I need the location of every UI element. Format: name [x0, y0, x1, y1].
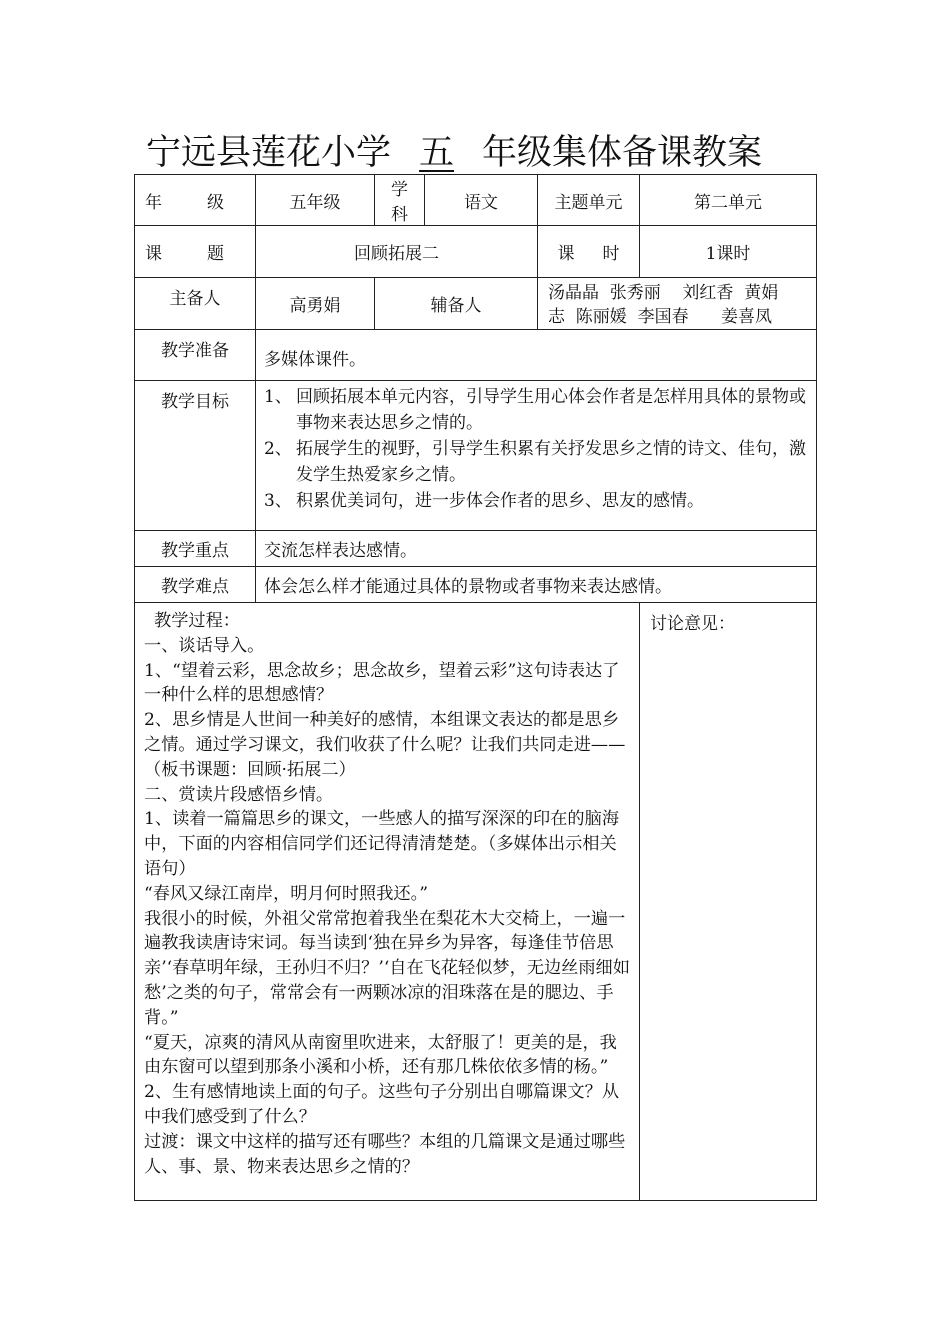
key-point-value: 交流怎样表达感情。: [256, 531, 817, 567]
assist-names: [538, 278, 817, 330]
subject-label: 学科: [375, 175, 425, 226]
subject-value: 语文: [425, 175, 538, 226]
process-line: “夏天，凉爽的清风从南窗里吹进来，太舒服了！更美的是，我由东窗可以望到那条小溪和小桥，还有那几株依依多情的杨。”: [144, 1032, 617, 1078]
process-line: 2、生有感情地读上面的句子。这些句子分别出自哪篇课文？从中我们感受到了什么？: [144, 1082, 620, 1127]
unit-value: 第二单元: [640, 175, 817, 226]
process-line: 二、赏读片段感悟乡情。: [144, 784, 334, 805]
goals-label: 教学目标: [135, 381, 256, 531]
difficulty-label: 教学难点: [135, 567, 256, 603]
difficulty-value: 体会怎么样才能通过具体的景物或者事物来表达感情。: [256, 567, 817, 603]
grade-value: 五年级: [256, 175, 375, 226]
discussion-label: 讨论意见：: [650, 614, 735, 634]
goal-item: 2、 拓展学生的视野，引导学生积累有关抒发思乡之情的诗文、佳句，激发学生热爱家乡之情。: [264, 439, 806, 485]
school-name: 宁远县莲花小学: [146, 133, 392, 173]
lead-label: 主备人: [135, 278, 256, 330]
lesson-plan-table: [134, 174, 817, 1201]
topic-value: 回顾拓展二: [256, 226, 538, 278]
process-line: 我很小的时候，外祖父常常抱着我坐在梨花木大交椅上，一遍一遍教我读唐诗宋词。每当读到‘独在异乡为异客，每逢佳节倍思亲’‘春草明年绿，王孙归不归？’‘自在飞花轻似梦，无边丝雨细如愁’之类的句子，常常会有一两颗冰凉的泪珠落在是的腮边、手背。”: [144, 908, 630, 1028]
teaching-process: [135, 603, 640, 1201]
process-line: “春风又绿江南岸，明月何时照我还。”: [144, 883, 428, 904]
prep-value: 多媒体课件。: [256, 330, 817, 381]
goals-list: [264, 384, 808, 514]
key-point-label: 教学重点: [135, 531, 256, 567]
lead-value: 高勇娟: [256, 278, 375, 330]
process-line: 过渡：课文中这样的描写还有哪些？本组的几篇课文是通过哪些人、事、景、物来表达思乡之情的？: [144, 1131, 626, 1177]
assist-names-line2: 志 陈丽媛 李国春 姜喜凤: [548, 307, 773, 327]
goals-list-cell: [256, 381, 817, 531]
process-line: 2、思乡情是人世间一种美好的感情，本组课文表达的都是思乡之情。通过学习课文，我们收获了什么呢？让我们共同走进——（板书课题：回顾·拓展二）: [144, 710, 626, 780]
process-line: 1、读着一篇篇思乡的课文，一些感人的描写深深的印在的脑海中，下面的内容相信同学们还记得清清楚楚。（多媒体出示相关语句）: [144, 809, 620, 879]
page-title: [146, 128, 846, 178]
title-suffix: 年级集体备课教案: [482, 133, 763, 173]
topic-label: 课 题: [135, 226, 256, 278]
prep-label: 教学准备: [135, 330, 256, 381]
goal-item: 3、 积累优美词句，进一步体会作者的思乡、思友的感情。: [264, 491, 704, 511]
assist-names-line1: 汤晶晶 张秀丽 刘红香 黄娟: [548, 283, 779, 303]
assist-label: 辅备人: [375, 278, 538, 330]
period-value: 1课时: [640, 226, 817, 278]
process-label: 教学过程：: [154, 611, 240, 631]
unit-label: 主题单元: [538, 175, 640, 226]
process-line: 1、“望着云彩，思念故乡；思念故乡，望着云彩”这句诗表达了一种什么样的思想感情？: [144, 660, 620, 706]
period-label: 课 时: [538, 226, 640, 278]
grade-blank: 五: [419, 133, 455, 173]
goal-item: 1、 回顾拓展本单元内容，引导学生用心体会作者是怎样用具体的景物或事物来表达思乡之情的。: [264, 387, 806, 433]
process-line: 一、谈话导入。: [144, 635, 265, 656]
grade-label: 年 级: [135, 175, 256, 226]
discussion-cell: [640, 603, 817, 1201]
